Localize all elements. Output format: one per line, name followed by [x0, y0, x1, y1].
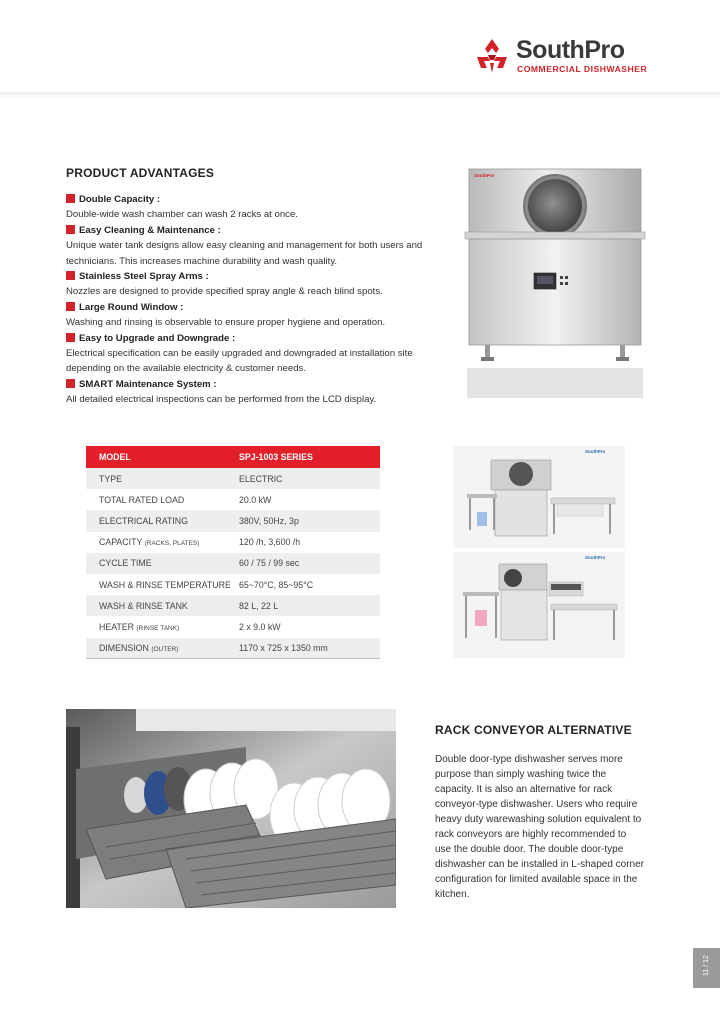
logo-mark-icon — [474, 38, 510, 74]
spec-value: ELECTRIC — [239, 473, 283, 484]
page-number: 11 / 12 — [703, 955, 710, 976]
advantage-heading-text: Double Capacity : — [79, 194, 161, 205]
page-header — [0, 0, 720, 100]
table-row — [86, 510, 380, 531]
spec-value: 65~70°C, 85~95°C — [239, 579, 314, 590]
spec-label — [86, 558, 239, 568]
advantage-heading — [66, 300, 436, 315]
header-band — [0, 92, 720, 100]
advantage-text: Double-wide wash chamber can wash 2 racks at once. — [66, 209, 298, 221]
spec-value: 1170 x 725 x 1350 mm — [239, 642, 328, 653]
table-row — [86, 595, 380, 616]
spec-label-note: (OUTER) — [151, 645, 179, 653]
advantage-heading — [66, 269, 436, 284]
spec-label — [86, 495, 239, 505]
spec-value: 60 / 75 / 99 sec — [239, 558, 300, 569]
bullet-square-icon — [66, 194, 75, 203]
conveyor-title: RACK CONVEYOR ALTERNATIVE — [435, 723, 632, 737]
installation-photo-2 — [453, 552, 625, 658]
brand-tagline: COMMERCIAL DISHWASHER — [517, 64, 648, 74]
table-row — [86, 553, 380, 574]
spec-label — [86, 516, 239, 526]
photo-badge: SouthPro — [585, 555, 606, 560]
conveyor-text: Double door-type dishwasher serves more purpose than simply washing twice the capacity. It is also an alternative for rack conveyor-type dishwasher. Users who require heavy duty warewashing solution equivalent to rack conveyors are highly recommended to use the double door. The double door-type dishwasher can be installed in L-shaped corner configuration for limited available space in the kitchen. — [435, 754, 645, 900]
advantage-heading-text: SMART Maintenance System : — [79, 378, 217, 390]
spec-value: 2 x 9.0 kW — [239, 621, 281, 632]
spec-label-text: CYCLE TIME — [99, 558, 152, 569]
advantage-heading — [66, 377, 436, 392]
installation-photo-1 — [453, 446, 625, 548]
advantage-text: Unique water tank designs allow easy cleaning and management for both users and technicians. This increases machine durability and wash quality. — [66, 240, 423, 267]
spec-label-note: (RACKS, PLATES) — [144, 540, 200, 548]
dishwasher-product-photo — [455, 166, 655, 400]
advantage-text: Electrical specification can be easily upgraded and downgraded at installation site depending on the available electricity & customer needs. — [66, 348, 413, 375]
spec-label-text: HEATER — [99, 621, 135, 632]
bullet-square-icon — [66, 379, 75, 388]
advantage-heading — [66, 192, 436, 207]
spec-label-text: DIMENSION — [99, 642, 149, 653]
spec-label-text: ELECTRICAL RATING — [99, 515, 188, 526]
spec-label — [86, 580, 239, 590]
table-row — [86, 468, 380, 489]
spec-label-text: TOTAL RATED LOAD — [99, 494, 185, 505]
spec-value: 120 /h, 3,600 /h — [239, 537, 301, 548]
bullet-square-icon — [66, 333, 75, 342]
installation-illustration-1 — [453, 446, 625, 548]
advantage-heading-text: Stainless Steel Spray Arms : — [79, 271, 209, 283]
spec-label — [86, 643, 239, 653]
photo-badge: SouthPro — [585, 449, 606, 454]
bullet-square-icon — [66, 271, 75, 280]
spec-label — [86, 601, 239, 611]
spec-table-header — [86, 446, 380, 468]
table-row — [86, 638, 380, 659]
advantage-text: Washing and rinsing is observable to ensure proper hygiene and operation. — [66, 317, 386, 329]
spec-value: 380V, 50Hz, 3p — [239, 515, 299, 526]
spec-label-text: TYPE — [99, 473, 122, 484]
spec-label-text: WASH & RINSE TEMPERATURE — [99, 579, 231, 590]
table-row — [86, 489, 380, 510]
spec-label — [86, 622, 239, 632]
brand-name: SouthPro — [516, 36, 625, 64]
spec-label-text: CAPACITY — [99, 537, 143, 548]
spec-value: 20.0 kW — [239, 494, 272, 505]
bullet-square-icon — [66, 225, 75, 234]
advantage-text: Nozzles are designed to provide specified spray angle & reach blind spots. — [66, 286, 383, 298]
rack-illustration — [66, 709, 396, 908]
advantage-heading — [66, 331, 436, 346]
advantage-heading-text: Easy Cleaning & Maintenance : — [79, 224, 221, 236]
rack-dishes-photo — [66, 709, 396, 908]
brand-logo — [474, 38, 664, 78]
advantage-heading-text: Easy to Upgrade and Downgrade : — [79, 332, 236, 344]
spec-label-text: WASH & RINSE TANK — [99, 600, 188, 611]
advantages-list — [66, 192, 436, 408]
advantages-title: PRODUCT ADVANTAGES — [66, 166, 215, 180]
spec-label — [86, 474, 239, 484]
spec-header-model: MODEL — [99, 452, 131, 462]
spec-label-note: (RINSE TANK) — [136, 624, 180, 632]
table-row — [86, 574, 380, 595]
machine-badge: SouthPro — [474, 173, 495, 178]
spec-table — [86, 446, 380, 659]
bullet-square-icon — [66, 302, 75, 311]
spec-label — [86, 537, 239, 547]
installation-illustration-2 — [453, 552, 625, 658]
advantage-text: All detailed electrical inspections can be performed from the LCD display. — [66, 394, 377, 406]
spec-header-series: SPJ-1003 SERIES — [239, 452, 313, 462]
table-row — [86, 616, 380, 637]
dishwasher-illustration — [455, 166, 655, 400]
advantage-heading — [66, 223, 436, 238]
page-number-tab — [693, 948, 720, 988]
table-row — [86, 532, 380, 553]
advantage-heading-text: Large Round Window : — [79, 301, 184, 313]
spec-value: 82 L, 22 L — [239, 600, 279, 611]
